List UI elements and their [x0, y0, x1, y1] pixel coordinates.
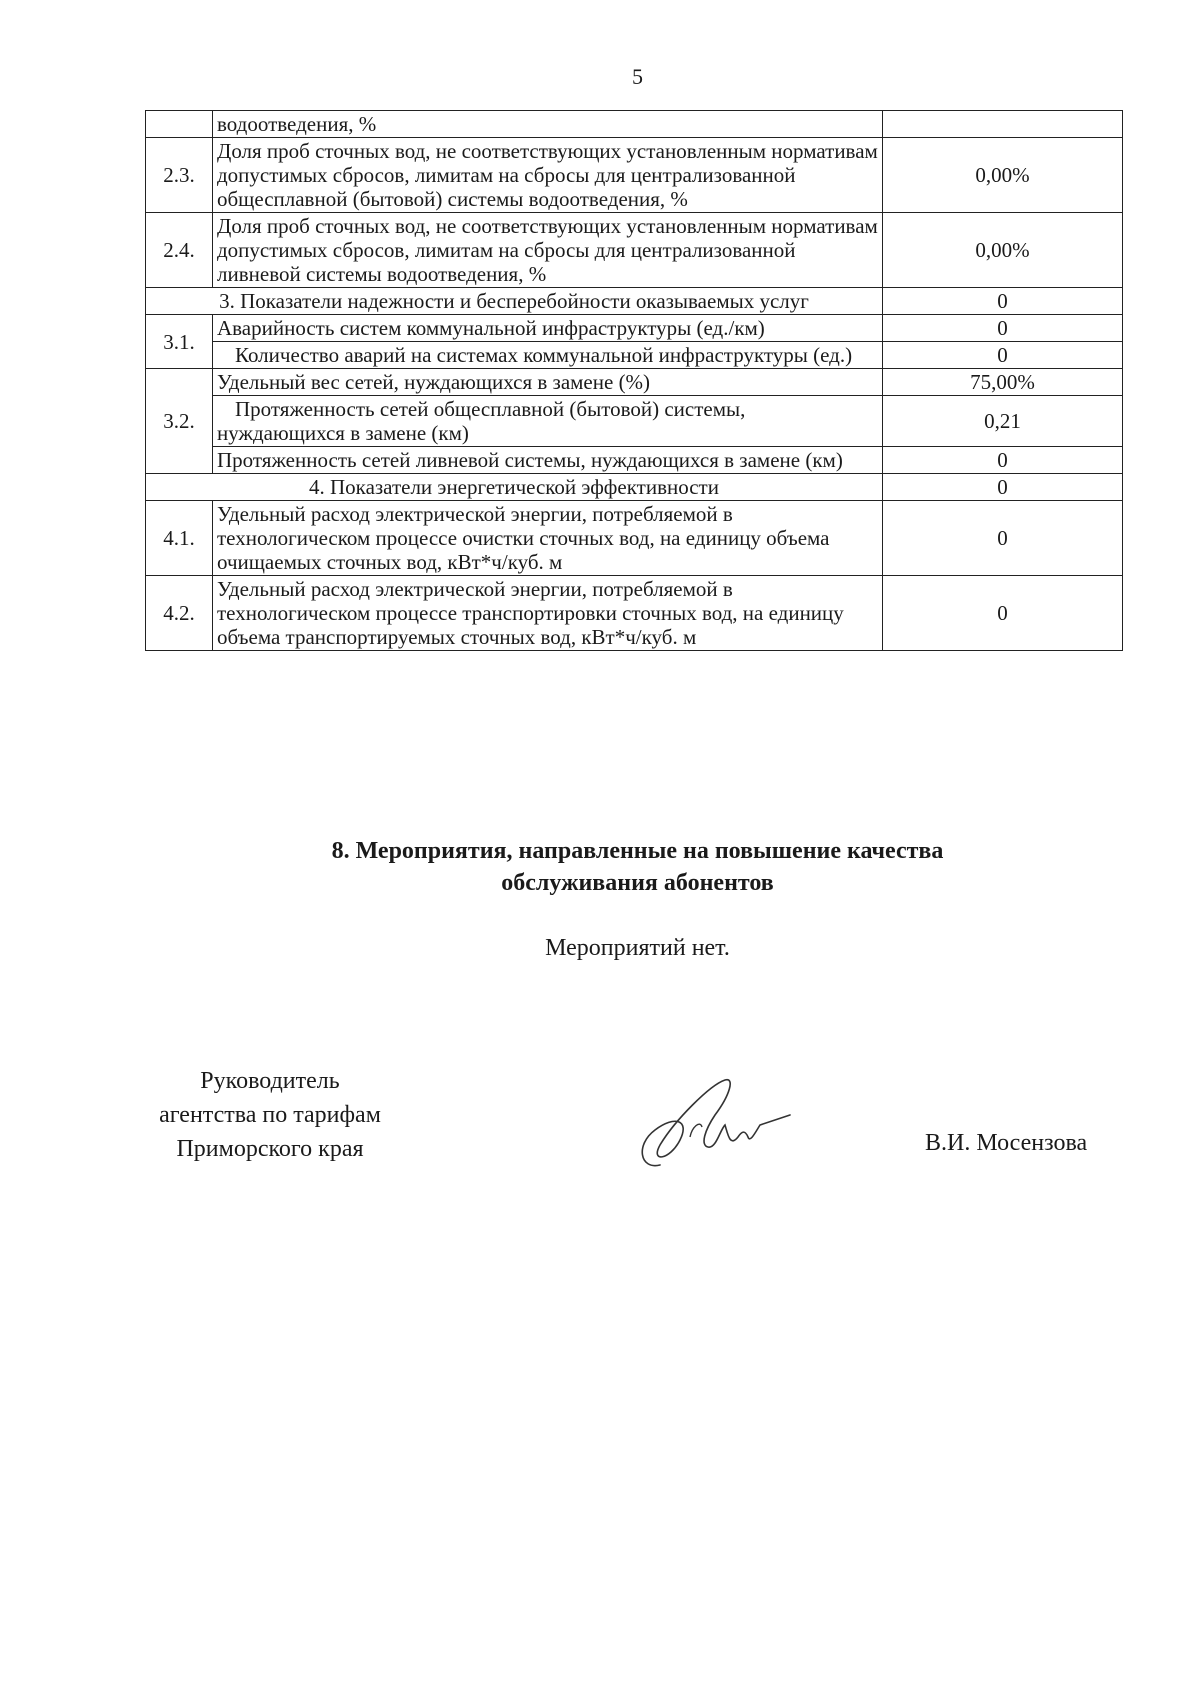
indicator-value: 0,00%	[883, 138, 1123, 213]
row-number: 2.3.	[146, 138, 213, 213]
row-number: 2.4.	[146, 213, 213, 288]
indicators-table	[145, 110, 1123, 651]
signer-title-line-3: Приморского края	[176, 1136, 364, 1162]
section-title: 4. Показатели энергетической эффективности	[146, 474, 883, 501]
no-measures-text: Мероприятий нет.	[545, 935, 730, 961]
table-row	[146, 501, 1123, 576]
table-row	[146, 369, 1123, 396]
row-number: 3.1.	[146, 315, 213, 369]
indicator-description: Аварийность систем коммунальной инфраструктуры (ед./км)	[213, 315, 883, 342]
table-row	[146, 576, 1123, 651]
signer-title-line-1: Руководитель	[200, 1068, 340, 1094]
table-row	[146, 342, 1123, 369]
indicator-description: Удельный расход электрической энергии, потребляемой в технологическом процессе очистки сточных вод, на единицу объема очищаемых сточных вод, кВт*ч/куб. м	[213, 501, 883, 576]
section-value: 0	[883, 474, 1123, 501]
section-title: 3. Показатели надежности и бесперебойности оказываемых услуг	[146, 288, 883, 315]
row-number: 4.2.	[146, 576, 213, 651]
indicator-value: 0	[883, 315, 1123, 342]
indicator-description: Количество аварий на системах коммунальной инфраструктуры (ед.)	[213, 342, 883, 369]
indicator-value: 0	[883, 342, 1123, 369]
indicator-value: 0	[883, 576, 1123, 651]
section-value: 0	[883, 288, 1123, 315]
signer-title-line-2: агентства по тарифам	[159, 1102, 381, 1128]
signer-title	[130, 1064, 410, 1166]
table-row	[146, 213, 1123, 288]
section-row	[146, 474, 1123, 501]
handwritten-signature	[630, 1075, 800, 1175]
section-8-heading-line-2: обслуживания абонентов	[501, 870, 774, 896]
section-8-heading-line-1: 8. Мероприятия, направленные на повышение качества	[331, 838, 944, 864]
indicator-value	[883, 111, 1123, 138]
indicator-description: Протяженность сетей ливневой системы, нуждающихся в замене (км)	[213, 447, 883, 474]
row-number-cell	[146, 111, 213, 138]
section-row	[146, 288, 1123, 315]
indicator-value: 0,00%	[883, 213, 1123, 288]
row-number: 4.1.	[146, 501, 213, 576]
section-8-heading	[0, 835, 1200, 899]
table-row	[146, 447, 1123, 474]
table-row	[146, 138, 1123, 213]
page-number: 5	[632, 64, 643, 89]
indicator-description: Доля проб сточных вод, не соответствующих установленным нормативам допустимых сбросов, лимитам на сбросы для централизованной ливневой системы водоотведения, %	[213, 213, 883, 288]
table-row	[146, 315, 1123, 342]
indicator-value: 75,00%	[883, 369, 1123, 396]
indicator-description: водоотведения, %	[213, 111, 883, 138]
indicator-value: 0	[883, 501, 1123, 576]
table-row	[146, 396, 1123, 447]
indicators-table-wrap	[145, 110, 1122, 651]
table-row	[146, 111, 1123, 138]
indicator-value: 0,21	[883, 396, 1123, 447]
signer-name: В.И. Мосензова	[925, 1130, 1088, 1156]
indicator-value: 0	[883, 447, 1123, 474]
indicator-description: Доля проб сточных вод, не соответствующих установленным нормативам допустимых сбросов, лимитам на сбросы для централизованной общесплавной (бытовой) системы водоотведения, %	[213, 138, 883, 213]
indicator-description: Удельный расход электрической энергии, потребляемой в технологическом процессе транспортировки сточных вод, на единицу объема транспортируемых сточных вод, кВт*ч/куб. м	[213, 576, 883, 651]
indicator-description: Удельный вес сетей, нуждающихся в замене (%)	[213, 369, 883, 396]
row-number: 3.2.	[146, 369, 213, 474]
indicators-table-body	[146, 111, 1123, 651]
indicator-description: Протяженность сетей общесплавной (бытовой) системы, нуждающихся в замене (км)	[213, 396, 883, 447]
